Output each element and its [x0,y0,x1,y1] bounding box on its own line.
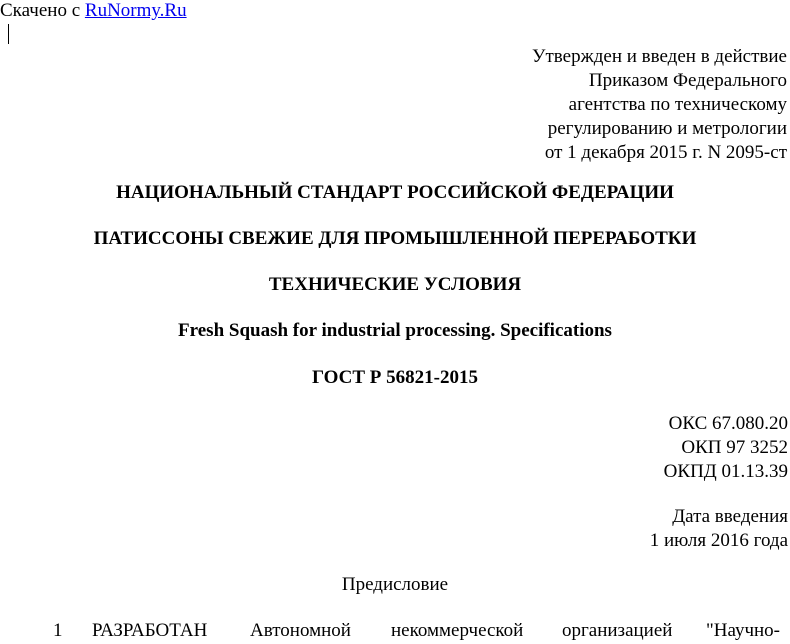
okp-code: ОКП 97 3252 [681,437,788,458]
classification-codes [664,412,788,484]
approval-line: Утвержден и введен в действие [532,46,787,67]
clause-word: "Научно- [706,620,780,641]
text-cursor [8,24,9,44]
approval-line: регулированию и метрологии [547,118,787,139]
national-standard-heading: НАЦИОНАЛЬНЫЙ СТАНДАРТ РОССИЙСКОЙ ФЕДЕРАЦИИ [116,182,674,203]
clause-word: некоммерческой [391,620,524,641]
clause-number: 1 [53,620,63,641]
clause-word: РАЗРАБОТАН [92,620,208,641]
clause-word: организацией [562,620,673,641]
introduction-date-block [650,505,788,553]
approval-line: от 1 декабря 2015 г. N 2095-ст [544,142,787,163]
english-title: Fresh Squash for industrial processing. Specifications [178,320,612,341]
downloaded-prefix: Скачено с [0,0,81,21]
oks-code: ОКС 67.080.20 [668,413,788,434]
introduction-date-value: 1 июля 2016 года [649,530,788,551]
foreword-heading: Предисловие [341,574,449,595]
approval-line: агентства по техническому [568,94,787,115]
okpd-code: ОКПД 01.13.39 [663,461,788,482]
product-title: ПАТИССОНЫ СВЕЖИЕ ДЛЯ ПРОМЫШЛЕННОЙ ПЕРЕРАБОТКИ [93,228,697,249]
runormy-link[interactable]: RuNormy.Ru [84,0,187,21]
technical-conditions-title: ТЕХНИЧЕСКИЕ УСЛОВИЯ [268,274,522,295]
approval-block [532,45,787,165]
introduction-date-label: Дата введения [672,506,788,527]
downloaded-from-line [0,0,187,22]
gost-number: ГОСТ Р 56821-2015 [312,367,478,388]
approval-line: Приказом Федерального [588,70,787,91]
clause-word: Автономной [250,620,351,641]
clause-1-line [0,620,790,644]
